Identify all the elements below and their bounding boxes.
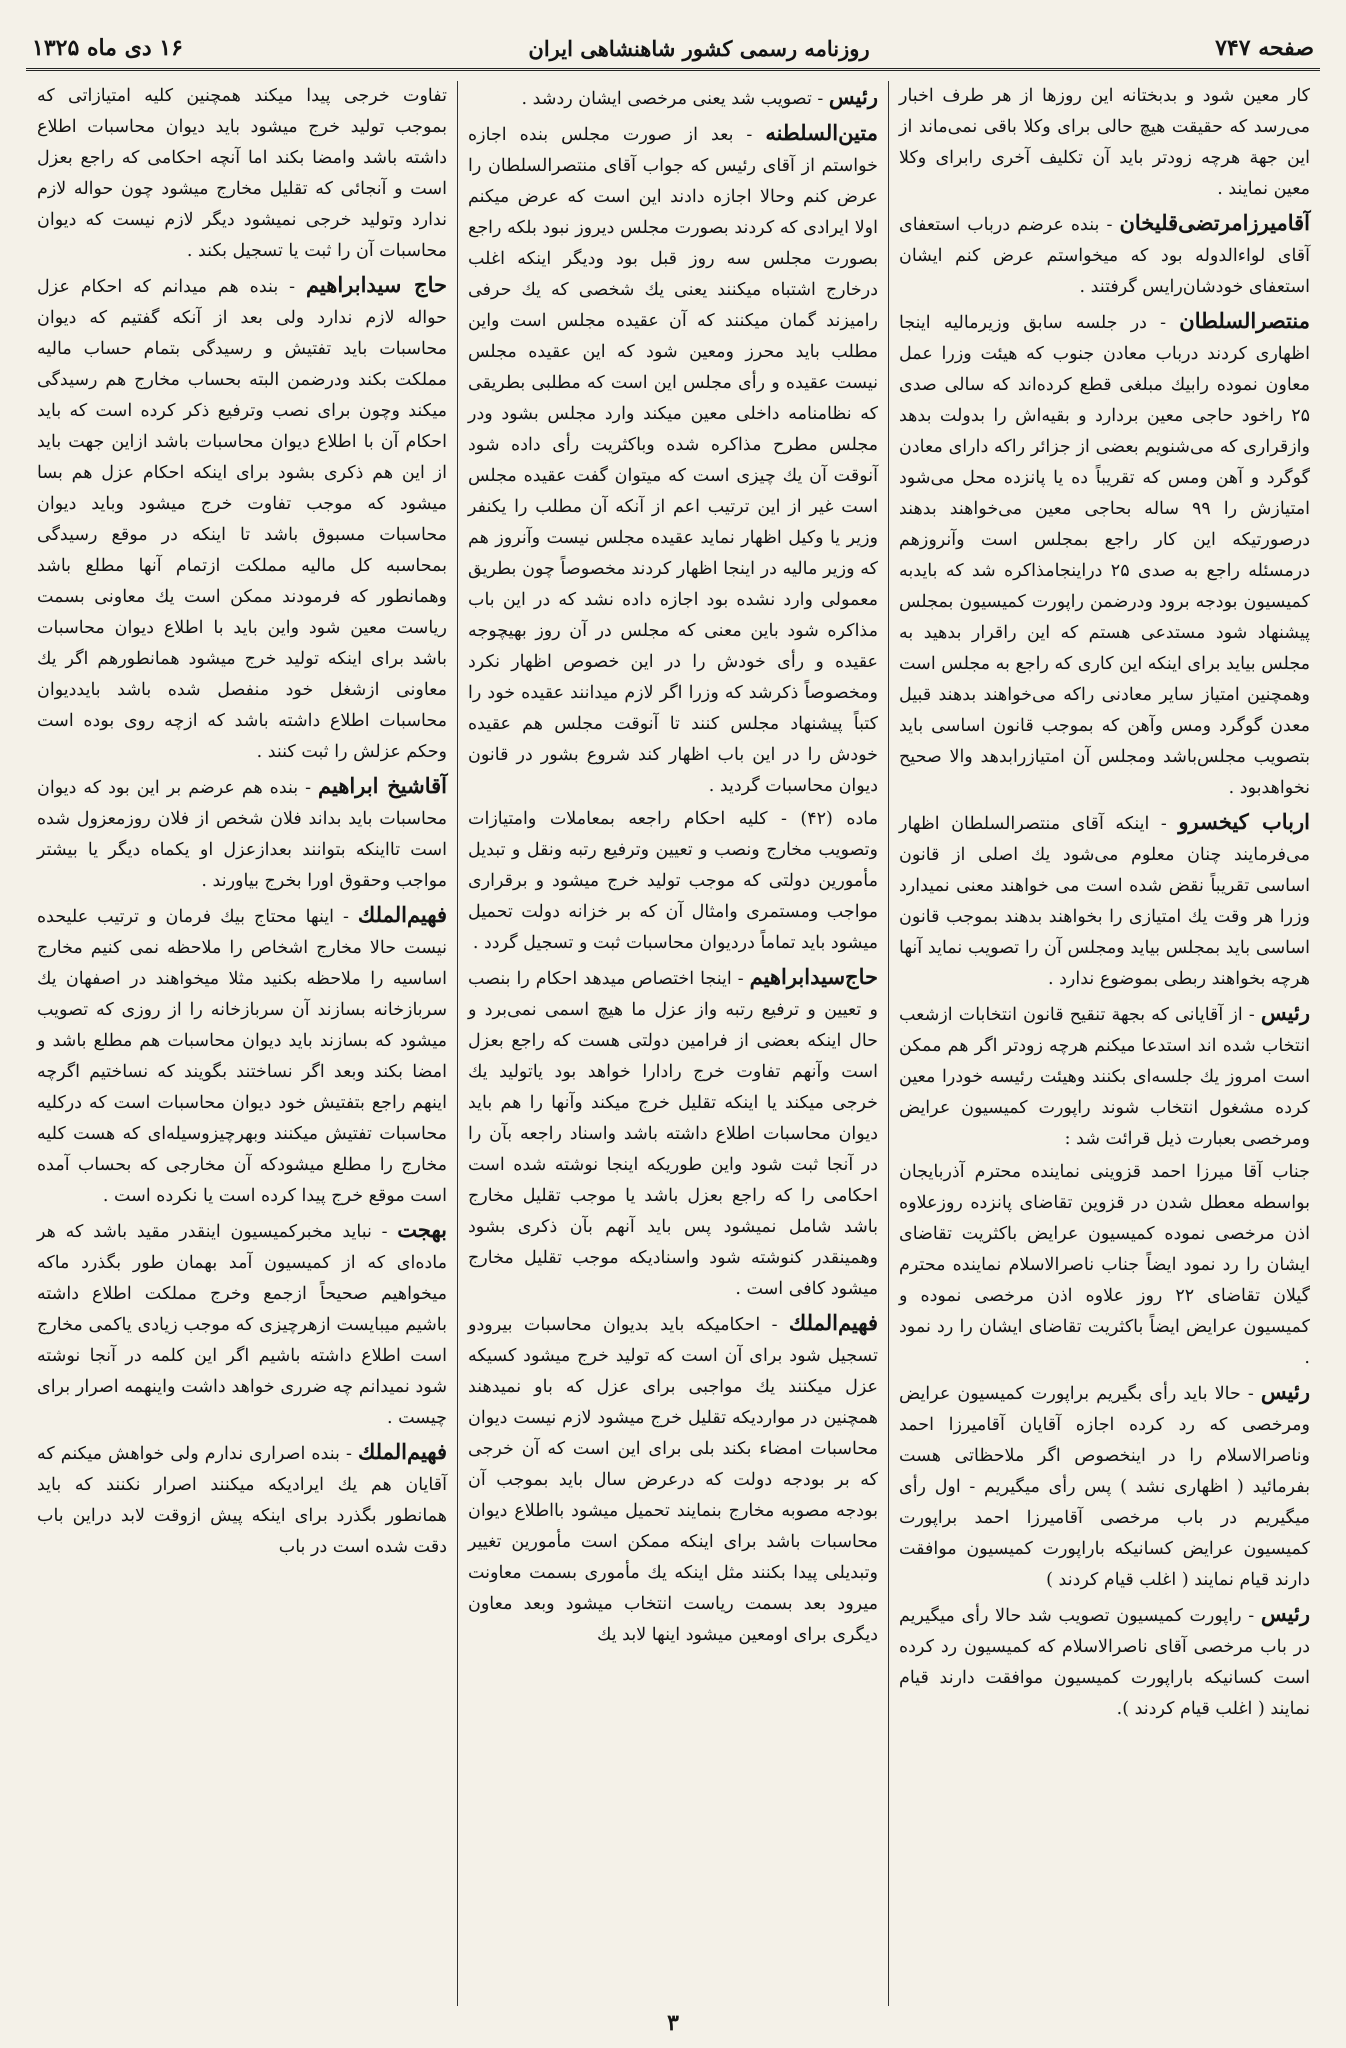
paragraph-text: - بنده اصراری ندارم ولی خواهش میکنم که آقایان هم یك ایرادیکه میکنند اصرار نکنند که باید همانطور بگذرد برای اینکه پیش ازوقت لابد دراین باب دقت شده است در باب	[37, 1444, 447, 1557]
column-middle	[458, 81, 889, 2006]
paragraph	[37, 81, 447, 267]
paragraph	[37, 899, 447, 1212]
paragraph	[899, 806, 1310, 995]
speaker-name: بهجت	[397, 1217, 447, 1242]
paragraph	[37, 269, 447, 768]
paragraph	[899, 207, 1310, 303]
paragraph-text: - تصویب شد یعنی مرخصی ایشان ردشد .	[521, 89, 824, 109]
speaker-name: رئیس	[1260, 1000, 1310, 1025]
page-number: صفحه ۷۴۷	[1215, 35, 1314, 61]
paragraph	[37, 1436, 447, 1563]
paragraph-text: - اینکه آقای منتصرالسلطان اظهار می‌فرمایند چنان معلوم می‌شود یك اصلی از قانون اساسی تقریباً نقض شده است می خواهند معنی نمیدارد وزرا هر وقت یك امتیازی را بخواهند بدهند بموجب قانون اساسی باید بمجلس بیاید ومجلس آن را تصویب نماید آنها هرچه بخواهند ربطی بموضوع ندارد .	[899, 814, 1310, 989]
speaker-name: آقامیرزامرتضی‌قلیخان	[1119, 210, 1310, 235]
speaker-name: فهیم‌الملك	[788, 1310, 878, 1335]
paragraph	[899, 1598, 1310, 1725]
speaker-name: حاج سیدابراهیم	[305, 272, 447, 297]
paragraph	[468, 961, 878, 1305]
paragraph-text: تفاوت خرجی پیدا میکند همچنین کلیه امتیازاتی که بموجب تولید خرج میشود باید دیوان محاسبات اطلاع داشته باشد وامضا بکند اما آنچه احکامی که راجع بعزل است و آنجائی که تقلیل مخارج میشود چون حواله لازم ندارد وتولید خرجی نمیشود دیگر لازم نیست که دیوان محاسبات آن را ثبت یا تسجیل بکند .	[37, 86, 447, 261]
speaker-name: منتصرالسلطان	[1179, 308, 1310, 333]
speaker-name: فهیم‌الملك	[357, 1439, 447, 1464]
paragraph	[37, 770, 447, 897]
paragraph	[468, 117, 878, 802]
speaker-name: رئیس	[1260, 1379, 1310, 1404]
speaker-name: رئیس	[1260, 1601, 1310, 1626]
speaker-name: متین‌السلطنه	[765, 120, 878, 145]
paragraph	[899, 305, 1310, 804]
column-left	[27, 81, 458, 2006]
paragraph-text: - احکامیکه باید بدیوان محاسبات بیرودو تسجیل شود برای آن است که تولید خرج میشود کسیکه عزل میکنند یك مواجبی برای عزل که باو نمیدهند همچنین در مواردیکه تقلیل خرج میشود لازم نیست دیوان محاسبات امضاء بکند بلی برای این است که آن خرجی که بر بودجه دولت که درعرض سال باید بموجب آن بودجه مصوبه مخارج بنمایند تحمیل میشود بااطلاع دیوان محاسبات باشد برای اینکه ممکن است مأمورین تغییر وتبدیلی پیدا بکنند مثل اینکه یك مأموری بسمت معاونت میرود بعد بسمت ریاست انتخاب میشود وبعد معاون دیگری برای اومعین میشود اینها لابد یك	[468, 1315, 878, 1645]
column-right	[889, 81, 1320, 2006]
paragraph-text: کار معین شود و بدبختانه این روزها از هر طرف اخبار می‌رسد که حقیقت هیچ حالی برای وکلا باقی نمی‌ماند از این جهة هرچه زودتر باید آن تکلیف آخری رابرای وکلا معین نمایند .	[899, 86, 1310, 199]
paragraph-text: - نباید مخبرکمیسیون اینقدر مقید باشد که هر ماده‌ای که از کمیسیون آمد بهمان طور بگذرد ماکه میخواهیم صحیحاً ازجمع وخرج مملکت اطلاع داشته باشیم میبایست ازهرچیزی که موجب زیادی یاکمی مخارج است اطلاع داشته باشیم اگر این کلمه در آنجا نوشته شود نمیدانم چه ضرری خواهد داشت واینهمه اصرار برای چیست .	[37, 1222, 447, 1428]
speaker-name: حاج‌سیدابراهیم	[749, 964, 878, 989]
paragraph	[468, 804, 878, 959]
page-footer-marker: ۳	[667, 2010, 679, 2036]
paragraph	[899, 81, 1310, 205]
paragraph-text: - بنده هم عرضم بر این بود که دیوان محاسبات باید بداند فلان شخص از فلان روزمعزول شده است تااینکه بتوانند بعدازعزل او یکماه دیگر یا بیشتر مواجب وحقوق اورا بخرج بیاورند .	[37, 778, 447, 891]
paragraph	[37, 1214, 447, 1434]
paragraph-text: - بنده هم میدانم که احکام عزل حواله لازم ندارد ولی بعد از آنکه گفتیم که دیوان محاسبات باید تفتیش و رسیدگی بتمام حساب مالیه مملکت بکند ودرضمن البته بحساب مخارج هم رسیدگی میکند وچون برای نصب وترفیع ذکر کرده است که باید احکام آن با اطلاع دیوان محاسبات باشد ازاین جهت باید از این هم ذکری بشود برای اینکه احکام عزل هم بسا میشود که موجب تفاوت خرج میشود وباید دیوان محاسبات مسبوق باشد تا اینکه در موقع رسیدگی بمحاسبه کل مالیه مملکت ازتمام آنها مطلع باشد وهمانطور که فرمودند ممکن است یك معاونی بسمت ریاست معین شود واین باید با اطلاع دیوان محاسبات باشد برای اینکه تولید خرج میشود همانطورهم اگر یك معاونی ازشغل خود منفصل شده باشد بایددیوان محاسبات اطلاع داشته باشد که ازچه روی بوده است وحکم عزلش را ثبت کنند .	[37, 277, 447, 762]
paragraph-text: - راپورت کمیسیون تصویب شد حالا رأی میگیریم در باب مرخصی آقای ناصرالاسلام که کمیسیون رد کرده است کسانیکه باراپورت کمیسیون موافقت دارند قیام نمایند ( اغلب قیام کردند ).	[899, 1606, 1310, 1719]
speaker-name: رئیس	[828, 84, 878, 109]
paragraph	[468, 81, 878, 115]
speaker-name: آقاشیخ ابراهیم	[318, 773, 447, 798]
paragraph-text: - در جلسه سابق وزیرمالیه اینجا اظهاری کردند درباب معادن جنوب که هیئت وزرا عمل معاون نموده رابیك مبلغی قطع کرده‌اند که سالی صدی ۲۵ راخود حاجی معین بردارد و بقیه‌اش را بدولت بدهد وازقراری که می‌شنویم بعضی از جزائر راکه دارای معادن گوگرد و آهن ومس که تقریباً ده یا پانزده محل می‌شود امتیازش را ۹۹ ساله بحاجی معین می‌خواهند بدهند درصورتیکه این کار راجع بمجلس است وآنروزهم درمسئله راجع به صدی ۲۵ دراینجامذاکره شد که بایدبه کمیسیون بودجه برود ودرضمن راپورت کمیسیون بمجلس پیشنهاد شود مستدعی هستم که این راقرار بدهید به مجلس بیاید برای اینکه این کاری که راجع به مجلس است وهمچنین امتیاز سایر معادنی راکه می‌خواهند بدهند قبیل معدن گوگرد ومس وآهن که بموجب قانون اساسی باید بتصویب مجلس‌باشد ومجلس آن امتیازرابدهد والا صحیح نخواهدبود .	[899, 313, 1310, 798]
paragraph-text: - اینها محتاج بیك فرمان و ترتیب علیحده نیست حالا مخارج اشخاص را ملاحظه نمی کنیم مخارج اساسیه را ملاحظه بکنید مثلا میخواهند در اصفهان یك سربازخانه بسازند آن سربازخانه را از روزی که تصویب میشود که بسازند باید دیوان محاسبات هم مطلع باشد و امضا بکند وبعد اگر نساختند بگویند که نساختیم اگرچه اینهم راجع بتفتیش خود دیوان محاسبات است که درکلیه محاسبات تفتیش میکنند وبهرچیزوسیله‌ای که هست کلیه مخارج را مطلع میشودکه آن مخارجی که بحساب آمده است موقع خرج پیدا کرده است یا نکرده است .	[37, 907, 447, 1206]
paragraph	[899, 997, 1310, 1155]
newspaper-title: روزنامه رسمی کشور شاهنشاهی ایران	[528, 35, 870, 61]
speaker-name: فهیم‌الملك	[357, 902, 447, 927]
paragraph	[899, 1157, 1310, 1374]
speaker-name: ارباب کیخسرو	[1178, 809, 1310, 834]
text-columns	[26, 81, 1320, 2006]
issue-date: ۱۶ دی ماه ۱۳۲۵	[32, 35, 183, 61]
paragraph-text: - بنده عرضم درباب استعفای آقای لواءالدوله بود که میخواستم عرض کنم ایشان استعفای خودشان‌رایس گرفتند .	[899, 215, 1310, 297]
paragraph-text: جناب آقا میرزا احمد قزوینی نماینده محترم آذربایجان بواسطه معطل شدن در قزوین تقاضای پانزده روزعلاوه اذن مرخصی نموده کمیسیون عرایض باکثریت تقاضای ایشان را رد نمود ایضاً جناب ناصرالاسلام نماینده محترم گیلان تقاضای ۲۲ روز علاوه اذن مرخصی نموده و کمیسیون عرایض ایضاً باکثریت تقاضای ایشان را رد نمود .	[899, 1162, 1310, 1368]
paragraph	[468, 1307, 878, 1651]
paragraph	[899, 1376, 1310, 1596]
paragraph-text: ماده (۴۲) - کلیه احکام راجعه بمعاملات وامتیازات وتصویب مخارج ونصب و تعیین وترفیع رتبه ونقل و تبدیل مأمورین دولتی که موجب تولید خرج میشود و برقراری مواجب ومستمری وامثال آن که بر خزانه دولت تحمیل میشود باید تماماً دردیوان محاسبات ثبت و تسجیل گردد .	[468, 809, 878, 953]
paragraph-text: - حالا باید رأی بگیریم براپورت کمیسیون عرایض ومرخصی که رد کرده اجازه آقایان آقامیرزا احمد وناصرالاسلام را در اینخصوص اگر ملاحظاتی هست بفرمائید ( اظهاری نشد ) پس رأی میگیریم - اول رأی میگیریم در باب مرخصی آقامیرزا احمد براپورت کمیسیون عرایض کسانیکه باراپورت کمیسیون موافقت دارند قیام نمایند ( اغلب قیام کردند )	[899, 1384, 1310, 1590]
page-header	[26, 28, 1320, 71]
paragraph-text: - بعد از صورت مجلس بنده اجازه خواستم از آقای رئیس که جواب آقای منتصرالسلطان را عرض کنم وحالا اجازه دادند این است که عرض میکنم اولا ایرادی که کردند بصورت مجلس دیروز نبود بلکه راجع بصورت مجلس سه روز قبل بود ودیگر اینکه اغلب درخارج اشتباه میکنند یعنی یك شخصی که یك حرفی رامیزند گمان میکنند که آن عقیده مجلس است واین مطلب باید محرز ومعین شود که این عقیده مجلس نیست عقیده و رأی مجلس این است که مطلبی بطریقی که نظامنامه داخلی معین میکند وارد مجلس بشود ودر مجلس مطرح مذاکره شده وباکثریت رأی داده شود آنوقت آن یك چیزی است که میتوان گفت عقیده مجلس است غیر از این ترتیب اعم از آنکه آن مطلب را یکنفر وزیر یا وکیل اظهار نماید عقیده مجلس نیست وآنروز هم که وزیر مالیه در اینجا اظهار کردند مخصوصاً چون بطریق معمولی وارد نشده بود اجازه داده نشد که در این باب مذاکره شود باین معنی که مجلس در آن روز بهیچوجه عقیده و رأی خودش را در این خصوص اظهار نکرد ومخصوصاً ذکرشد که وزرا اگر لازم میدانند عقیده خود را کتباً پیشنهاد مجلس کنند تا آنوقت مجلس هم عقیده خودش را در این باب اظهار کند شروع بشور در قانون دیوان محاسبات گردید .	[468, 125, 878, 796]
paragraph-text: - اینجا اختصاص میدهد احکام را بنصب و تعیین و ترفیع رتبه واز عزل ما هیچ اسمی نمی‌برد و حال اینکه بعضی از فرامین دولتی هست که راجع بعزل است وآنهم تفاوت خرج رادارا خواهد بود یاتولید یك خرجی میکند یا اینکه تقلیل خرج میکند وآنها را هم باید دیوان محاسبات اطلاع داشته باشد واسناد راجعه بآن را در آنجا ثبت شود واین طوریکه اینجا نوشته شده است احکامی را که راجع بعزل باشد یا موجب تقلیل مخارج باشد شامل نمیشود پس باید آنهم بآن ذکری بشود وهمینقدر کنوشته شود واسنادیکه موجب تقلیل مخارج میشود کافی است .	[468, 969, 878, 1299]
paragraph-text: - از آقایانی که بجهة تنقیح قانون انتخابات ازشعب انتخاب شده اند استدعا میکنم هرچه زودتر اگر هم ممکن است امروز یك جلسه‌ای بکنند وهیئت رئیسه خودرا معین کرده مشغول انتخاب شوند راپورت کمیسیون عرایض ومرخصی بعبارت ذیل قرائت شد :	[899, 1005, 1310, 1149]
